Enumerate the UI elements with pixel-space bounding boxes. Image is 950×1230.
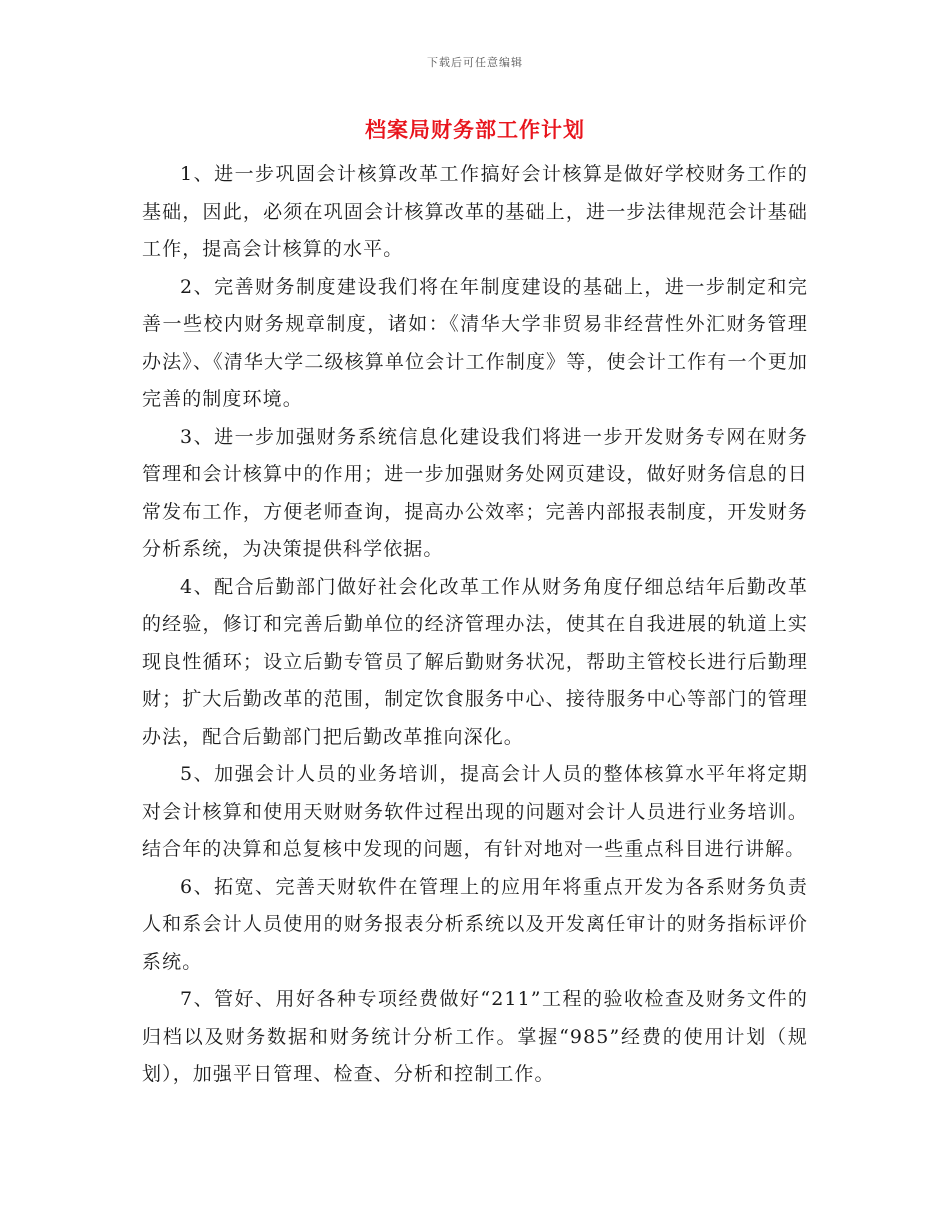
paragraph-2: 2、完善财务制度建设我们将在年制度建设的基础上，进一步制定和完善一些校内财务规章制度，诸如：《清华大学非贸易非经营性外汇财务管理办法》、《清华大学二级核算单位会计工作制度》等，使会计工作有一个更加完善的制度环境。 <box>142 275 808 410</box>
paragraph-1: 1、进一步巩固会计核算改革工作搞好会计核算是做好学校财务工作的基础，因此，必须在巩固会计核算改革的基础上，进一步法律规范会计基础工作，提高会计核算的水平。 <box>142 163 808 260</box>
paragraph-6: 6、拓宽、完善天财软件在管理上的应用年将重点开发为各系财务负责人和系会计人员使用的财务报表分析系统以及开发离任审计的财务指标评价系统。 <box>142 875 808 973</box>
paragraph-7: 7、管好、用好各种专项经费做好“211”工程的验收检查及财务文件的归档以及财务数据和财务统计分析工作。掌握“985”经费的使用计划（规划），加强平日管理、检查、分析和控制工作。 <box>142 988 808 1085</box>
page-header-note: 下载后可任意编辑 <box>427 56 523 69</box>
document-body <box>142 156 808 1094</box>
paragraph-3: 3、进一步加强财务系统信息化建设我们将进一步开发财务专网在财务管理和会计核算中的作用；进一步加强财务处网页建设，做好财务信息的日常发布工作，方便老师查询，提高办公效率；完善内部报表制度，开发财务分析系统，为决策提供科学依据。 <box>142 425 808 560</box>
paragraph-4: 4、配合后勤部门做好社会化改革工作从财务角度仔细总结年后勤改革的经验，修订和完善后勤单位的经济管理办法，使其在自我进展的轨道上实现良性循环；设立后勤专管员了解后勤财务状况，帮助主管校长进行后勤理财；扩大后勤改革的范围，制定饮食服务中心、接待服务中心等部门的管理办法，配合后勤部门把后勤改革推向深化。 <box>142 575 808 748</box>
document-title: 档案局财务部工作计划 <box>365 117 585 142</box>
paragraph-5: 5、加强会计人员的业务培训，提高会计人员的整体核算水平年将定期对会计核算和使用天财财务软件过程出现的问题对会计人员进行业务培训。结合年的决算和总复核中发现的问题，有针对地对一些重点科目进行讲解。 <box>142 763 808 860</box>
